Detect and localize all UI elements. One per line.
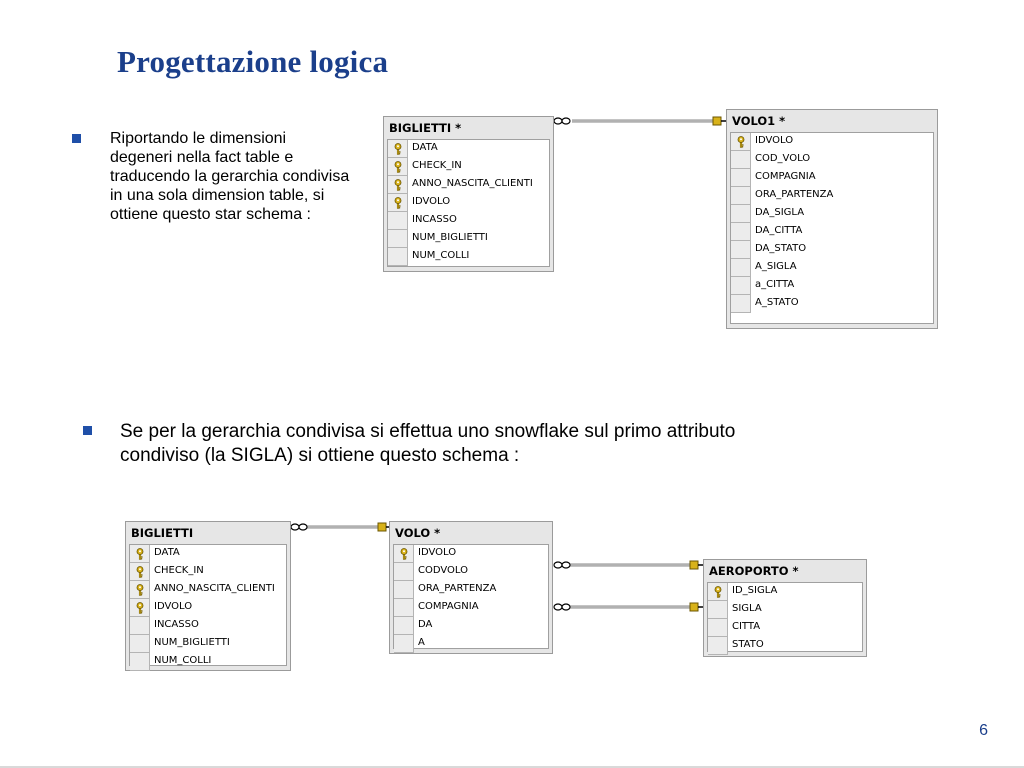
table-row[interactable] xyxy=(731,277,933,295)
table-row[interactable] xyxy=(394,635,548,653)
row-selector[interactable] xyxy=(388,140,408,158)
table-row[interactable] xyxy=(708,637,862,655)
table-row[interactable] xyxy=(394,563,548,581)
column-name: A xyxy=(418,637,425,648)
row-selector[interactable] xyxy=(394,563,414,581)
primary-key-icon xyxy=(135,566,145,578)
table-title: VOLO * xyxy=(395,526,441,540)
column-name: NUM_COLLI xyxy=(412,250,470,261)
column-name: CHECK_IN xyxy=(154,565,204,576)
column-name: COMPAGNIA xyxy=(418,601,479,612)
column-name: NUM_BIGLIETTI xyxy=(412,232,488,243)
row-selector[interactable] xyxy=(708,601,728,619)
bullet-text-snowflake-schema: Se per la gerarchia condivisa si effettua uno snowflake sul primo attributo condiviso (la SIGLA) si ottiene questo schema : xyxy=(120,421,736,466)
table-title: BIGLIETTI xyxy=(131,526,194,540)
table-row[interactable] xyxy=(394,599,548,617)
row-selector[interactable] xyxy=(388,176,408,194)
column-name: NUM_BIGLIETTI xyxy=(154,637,230,648)
table-biglietti-snowflake[interactable] xyxy=(125,521,291,671)
row-selector[interactable] xyxy=(388,212,408,230)
primary-key-icon xyxy=(713,586,723,598)
row-selector[interactable] xyxy=(731,295,751,313)
table-row[interactable] xyxy=(388,230,549,248)
column-name: a_CITTA xyxy=(755,279,795,290)
primary-key-icon xyxy=(135,602,145,614)
table-row[interactable] xyxy=(731,187,933,205)
row-selector[interactable] xyxy=(394,635,414,653)
table-row[interactable] xyxy=(130,545,286,563)
column-name: DATA xyxy=(154,547,180,558)
relationship-volo-da-aeroporto xyxy=(554,561,705,569)
table-row[interactable] xyxy=(708,601,862,619)
row-selector[interactable] xyxy=(394,545,414,563)
row-selector[interactable] xyxy=(708,637,728,655)
row-selector[interactable] xyxy=(388,158,408,176)
row-selector[interactable] xyxy=(731,241,751,259)
column-name: INCASSO xyxy=(154,619,199,630)
column-name: IDVOLO xyxy=(154,601,193,612)
table-row[interactable] xyxy=(731,241,933,259)
table-row[interactable] xyxy=(130,653,286,671)
primary-key-icon xyxy=(135,548,145,560)
row-selector[interactable] xyxy=(708,583,728,601)
row-selector[interactable] xyxy=(731,223,751,241)
table-row[interactable] xyxy=(731,259,933,277)
row-selector[interactable] xyxy=(388,194,408,212)
row-selector[interactable] xyxy=(731,169,751,187)
table-row[interactable] xyxy=(708,583,862,601)
row-selector[interactable] xyxy=(130,599,150,617)
row-selector[interactable] xyxy=(394,617,414,635)
table-row[interactable] xyxy=(130,635,286,653)
table-row[interactable] xyxy=(394,545,548,563)
table-row[interactable] xyxy=(388,158,549,176)
row-selector[interactable] xyxy=(130,545,150,563)
row-selector[interactable] xyxy=(731,133,751,151)
column-name: A_STATO xyxy=(755,297,799,308)
column-name: A_SIGLA xyxy=(755,261,797,272)
row-selector[interactable] xyxy=(388,230,408,248)
column-name: ANNO_NASCITA_CLIENTI xyxy=(412,178,533,189)
table-row[interactable] xyxy=(130,581,286,599)
column-name: SIGLA xyxy=(732,603,762,614)
column-name: DA xyxy=(418,619,433,630)
bullet-text-star-schema: Riportando le dimensioni degeneri nella fact table e traducendo la gerarchia condivisa in una sola dimension table, si ottiene questo star schema : xyxy=(110,130,350,223)
row-selector[interactable] xyxy=(731,187,751,205)
column-name: COMPAGNIA xyxy=(755,171,816,182)
table-row[interactable] xyxy=(388,194,549,212)
relationship-volo-a-aeroporto xyxy=(554,603,705,611)
table-row[interactable] xyxy=(388,176,549,194)
table-row[interactable] xyxy=(731,205,933,223)
column-name: IDVOLO xyxy=(755,135,794,146)
table-row[interactable] xyxy=(388,248,549,266)
row-selector[interactable] xyxy=(130,563,150,581)
column-name: CITTA xyxy=(732,621,761,632)
column-name: DA_CITTA xyxy=(755,225,803,236)
table-row[interactable] xyxy=(394,581,548,599)
table-volo1-star[interactable] xyxy=(726,109,938,329)
primary-key-icon xyxy=(393,143,403,155)
column-name: IDVOLO xyxy=(418,547,457,558)
table-columns xyxy=(730,132,934,324)
table-row[interactable] xyxy=(731,151,933,169)
primary-key-icon xyxy=(736,136,746,148)
column-name: NUM_COLLI xyxy=(154,655,212,666)
row-selector[interactable] xyxy=(130,617,150,635)
column-name: CHECK_IN xyxy=(412,160,462,171)
row-selector[interactable] xyxy=(130,581,150,599)
table-columns xyxy=(129,544,287,666)
row-selector[interactable] xyxy=(130,635,150,653)
table-volo-snowflake[interactable] xyxy=(389,521,553,654)
table-row[interactable] xyxy=(388,212,549,230)
column-name: DATA xyxy=(412,142,438,153)
table-row[interactable] xyxy=(388,140,549,158)
column-name: IDVOLO xyxy=(412,196,451,207)
row-selector[interactable] xyxy=(731,277,751,295)
column-name: CODVOLO xyxy=(418,565,468,576)
table-columns xyxy=(393,544,549,649)
column-name: ID_SIGLA xyxy=(732,585,778,596)
column-name: ORA_PARTENZA xyxy=(418,583,497,594)
primary-key-icon xyxy=(135,584,145,596)
row-selector[interactable] xyxy=(130,653,150,671)
column-name: INCASSO xyxy=(412,214,457,225)
page-number: 6 xyxy=(979,722,988,739)
table-row[interactable] xyxy=(708,619,862,637)
relationship-biglietti-volo1 xyxy=(554,117,727,125)
column-name: ORA_PARTENZA xyxy=(755,189,834,200)
column-name: DA_STATO xyxy=(755,243,807,254)
row-selector[interactable] xyxy=(394,599,414,617)
primary-key-icon xyxy=(393,197,403,209)
table-columns xyxy=(387,139,550,267)
column-name: COD_VOLO xyxy=(755,153,811,164)
row-selector[interactable] xyxy=(394,581,414,599)
table-row[interactable] xyxy=(731,295,933,313)
row-selector[interactable] xyxy=(731,151,751,169)
row-selector[interactable] xyxy=(708,619,728,637)
table-columns xyxy=(707,582,863,652)
table-title: VOLO1 * xyxy=(732,114,786,128)
table-row[interactable] xyxy=(731,223,933,241)
primary-key-icon xyxy=(393,179,403,191)
primary-key-icon xyxy=(399,548,409,560)
row-selector[interactable] xyxy=(731,259,751,277)
column-name: DA_SIGLA xyxy=(755,207,805,218)
table-row[interactable] xyxy=(130,563,286,581)
relationship-biglietti-volo xyxy=(291,523,391,531)
row-selector[interactable] xyxy=(388,248,408,266)
table-biglietti-star[interactable] xyxy=(383,116,554,272)
column-name: STATO xyxy=(732,639,764,650)
table-row[interactable] xyxy=(731,133,933,151)
table-row[interactable] xyxy=(130,599,286,617)
table-row[interactable] xyxy=(130,617,286,635)
table-aeroporto-snowflake[interactable] xyxy=(703,559,867,657)
table-row[interactable] xyxy=(731,169,933,187)
table-title: AEROPORTO * xyxy=(709,564,799,578)
table-title: BIGLIETTI * xyxy=(389,121,462,135)
table-row[interactable] xyxy=(394,617,548,635)
slide-title: Progettazione logica xyxy=(117,44,389,79)
primary-key-icon xyxy=(393,161,403,173)
column-name: ANNO_NASCITA_CLIENTI xyxy=(154,583,275,594)
row-selector[interactable] xyxy=(731,205,751,223)
